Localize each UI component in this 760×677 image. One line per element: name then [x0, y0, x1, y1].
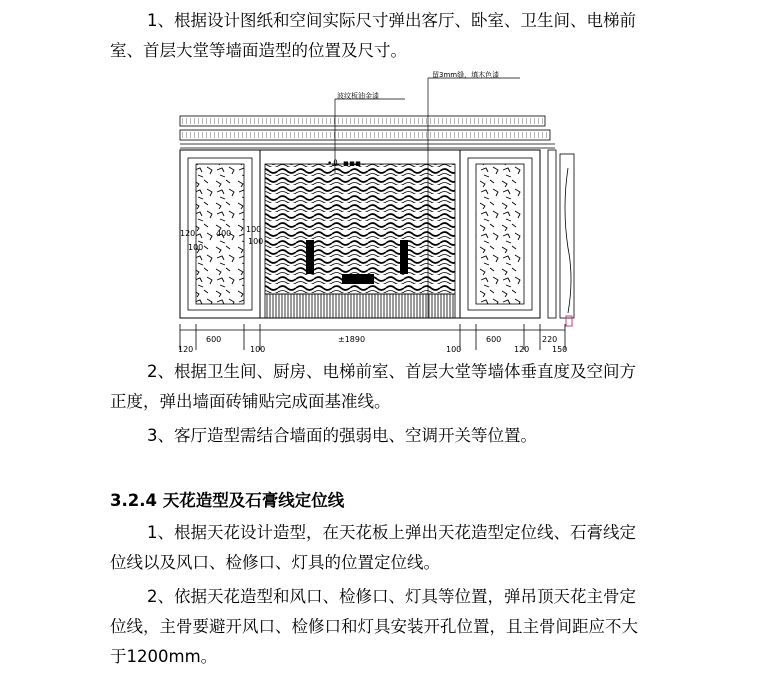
- dim-base-1: 120: [178, 345, 194, 354]
- paragraph-ceiling-layout: 1、根据天花设计造型，在天花板上弹出天花造型定位线、石膏线定位线以及风口、检修口、灯具的位置定位线。: [110, 523, 636, 572]
- dim-base-3: 100: [446, 345, 462, 354]
- dim-base-5: 150: [552, 345, 568, 354]
- paragraph-wall-layout: 1、根据设计图纸和空间实际尺寸弹出客厅、卧室、卫生间、电梯前室、首层大堂等墙面造型的位置及尺寸。: [110, 11, 636, 60]
- wall-elevation-drawing: [170, 68, 590, 358]
- section-heading: 3.2.4 天花造型及石膏线定位线: [110, 491, 345, 510]
- dim-base-2: 100: [250, 345, 266, 354]
- dim-bottom-4: 220: [542, 335, 558, 344]
- paragraph-ceiling-keel: 2、依据天花造型和风口、检修口、灯具等位置，弹吊顶天花主骨定位线，主骨要避开风口、检修口和灯具安装开孔位置，且主骨间距应不大于1200mm。: [110, 587, 638, 666]
- dim-side-3: 100: [188, 243, 204, 252]
- paragraph-tile-baseline: 2、根据卫生间、厨房、电梯前室、首层大堂等墙体垂直度及空间方正度，弹出墙面砖铺贴完成面基准线。: [110, 362, 636, 411]
- annotation-wave-panel: 波纹板油金漆: [337, 92, 379, 100]
- paragraph-outlet-position: 3、客厅造型需结合墙面的强弱电、空调开关等位置。: [147, 426, 537, 445]
- dim-side-4: 100: [246, 225, 262, 234]
- door-jamb: [548, 150, 574, 326]
- dim-base-4: 120: [514, 345, 530, 354]
- dim-bottom-3: 600: [486, 335, 502, 344]
- dim-side-2: 400: [216, 229, 232, 238]
- crown-moulding: [180, 116, 555, 148]
- center-wave-panel: [260, 150, 460, 318]
- svg-text:•Ꮂ ▪▪▪: •Ꮂ ▪▪▪: [327, 159, 362, 169]
- dim-bottom-1: 600: [206, 335, 222, 344]
- dim-bottom-2: ±1890: [338, 335, 366, 344]
- annotation-gap-paint: 留3mm缝，填木色漆: [432, 71, 500, 79]
- dim-side-5: 100: [248, 237, 264, 246]
- dim-side-1: 120: [180, 229, 196, 238]
- right-marble-panel: [460, 150, 540, 318]
